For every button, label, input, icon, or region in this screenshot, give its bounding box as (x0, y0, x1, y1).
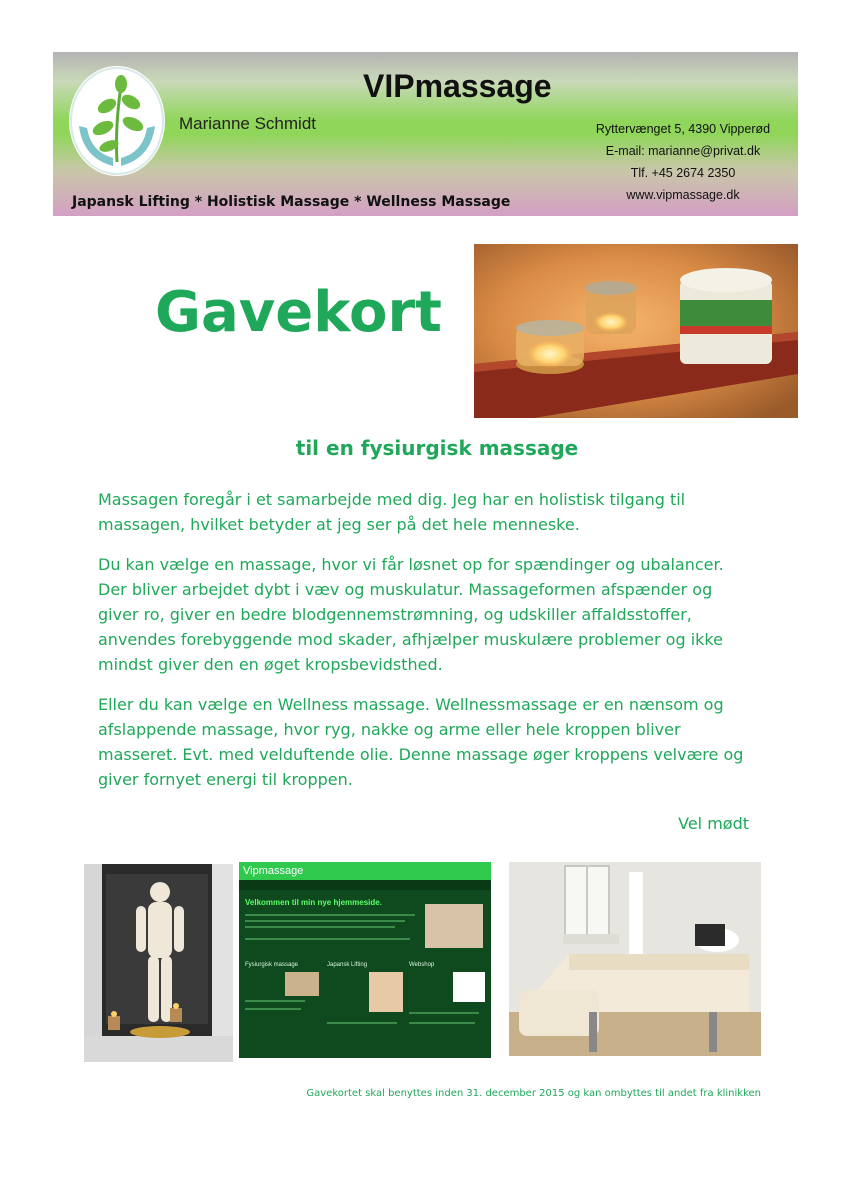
text-line (327, 1022, 397, 1024)
text-line (245, 926, 395, 928)
paragraph: Massagen foregår i et samarbejde med dig. Jeg har en holistisk tilgang til massagen, hvilket betyder at jeg ser på det hele menneske. (98, 490, 686, 534)
phone: Tlf. +45 2674 2350 (630, 166, 736, 180)
text-line (245, 1008, 301, 1010)
leaf-hands-logo-icon (69, 66, 165, 176)
website-thumb (453, 972, 485, 1002)
text-line (245, 1000, 305, 1002)
website-nav (239, 880, 491, 890)
website-thumb (285, 972, 319, 996)
website-link[interactable]: www.vipmassage.dk (626, 188, 740, 202)
website-photo (425, 904, 483, 948)
text-line (409, 1022, 475, 1024)
closing-greeting: Vel mødt (678, 814, 749, 833)
website-col-massage: Fysiurgisk massage (245, 962, 299, 968)
website-col-lifting: Japansk Lifting (327, 962, 368, 968)
text-line (409, 1012, 479, 1014)
website-col-webshop: Webshop (409, 962, 435, 968)
address: Ryttervænget 5, 4390 Vipperød (595, 122, 771, 136)
massage-room-photo (509, 862, 761, 1056)
website-heading: Velkommen til min nye hjemmeside. (245, 898, 382, 907)
contact-block (573, 118, 793, 206)
email: E-mail: marianne@privat.dk (605, 144, 761, 158)
text-line (245, 914, 415, 916)
website-thumb (369, 972, 403, 1012)
candles-photo (474, 244, 798, 418)
website-site-name: Vipmassage (239, 862, 491, 880)
services-line: Japansk Lifting * Holistisk Massage * Wellness Massage (72, 194, 511, 210)
text-line (245, 938, 410, 940)
validity-note: Gavekortet skal benyttes inden 31. december 2015 og kan ombyttes til andet fra klinikken (306, 1088, 761, 1099)
paragraph: Du kan vælge en massage, hvor vi får løsnet op for spændinger og ubalancer. Der bliver arbejdet dybt i væv og muskulatur. Massageformen afspænder og giver ro, giver en bedre blodgennemstrømning, og udskiller affaldsstoffer, anvendes forebyggende mod skader, afhjælper muskulære problemer og ikke mindst giver den en øget kropsbevidsthed. (98, 555, 724, 674)
text-line (245, 920, 405, 922)
brand-title: VIPmassage (363, 68, 552, 104)
description (98, 487, 750, 807)
owner-name: Marianne Schmidt (179, 114, 317, 133)
website-screenshot (239, 862, 491, 1058)
page-title: Gavekort (155, 280, 442, 345)
anatomy-figure-photo (84, 864, 233, 1062)
paragraph: Eller du kan vælge en Wellness massage. Wellnessmassage er en nænsom og afslappende massage, hvor ryg, nakke og arme eller hele kroppen bliver masseret. Evt. med velduftende olie. Denne massage øger kroppens velvære og giver fornyet energi til kroppen. (98, 695, 744, 789)
header-banner (53, 52, 798, 216)
subtitle: til en fysiurgisk massage (295, 436, 579, 460)
